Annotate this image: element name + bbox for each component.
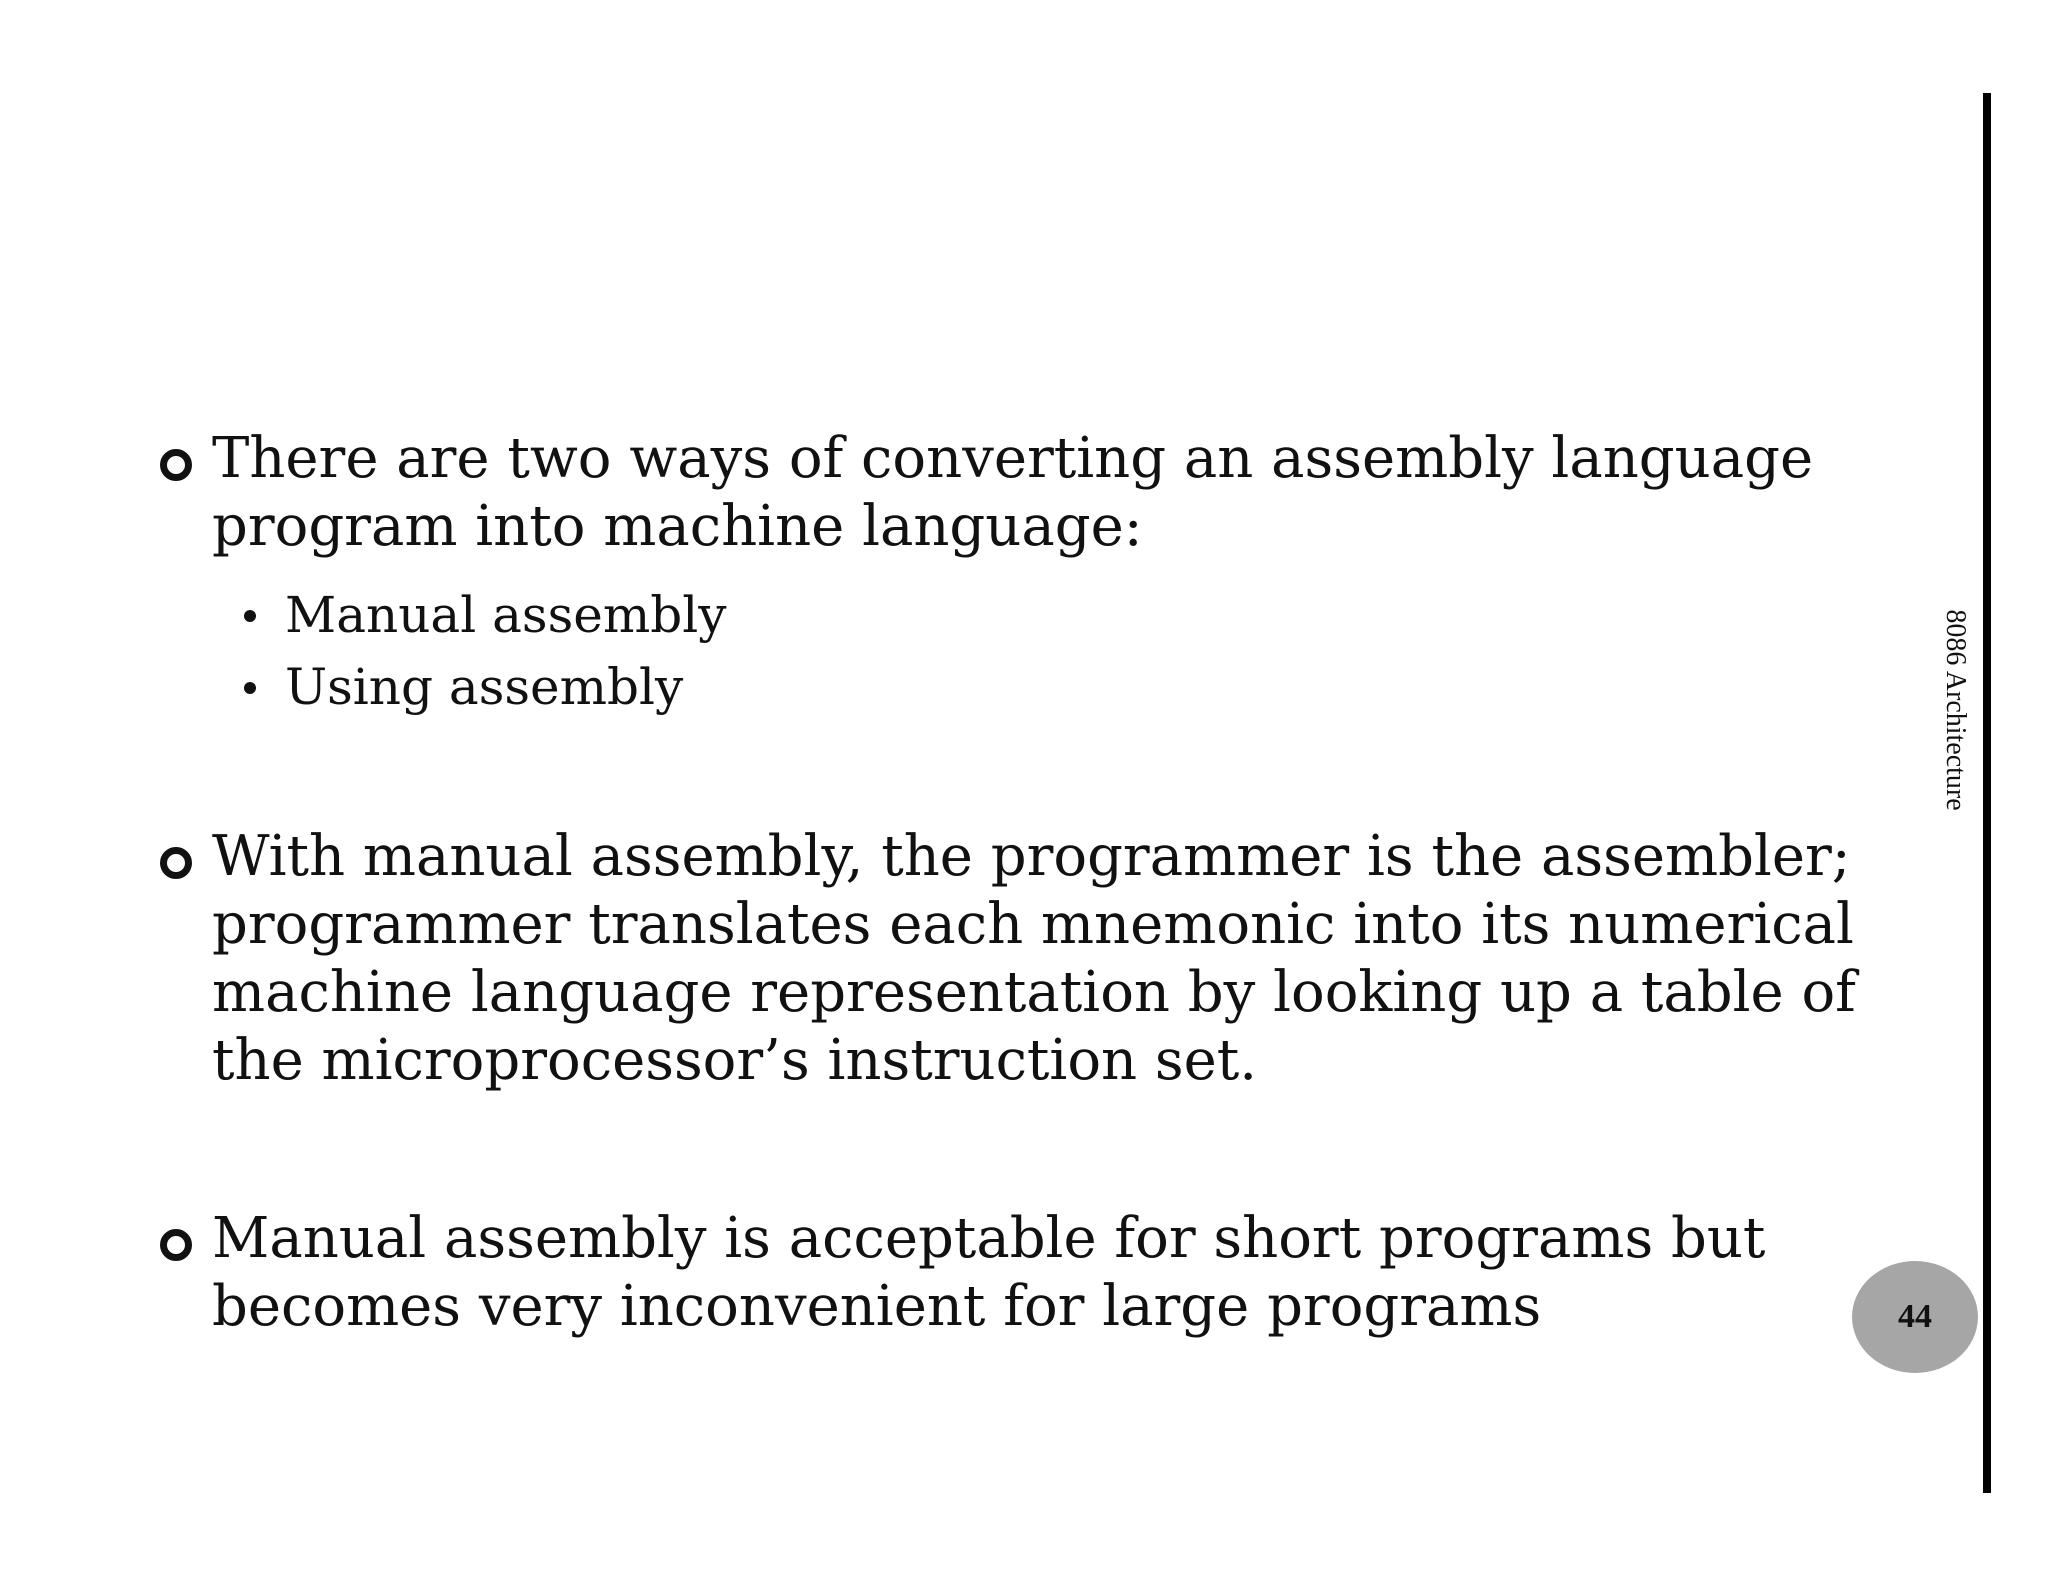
filled-dot-bullet-icon [244, 610, 256, 622]
side-title: 8086 Architecture [1940, 609, 1971, 811]
page-number-badge [1852, 1261, 1978, 1373]
vertical-divider [1983, 93, 1991, 1493]
bullet-manual-assembly-limits [160, 1205, 1900, 1341]
bullet-text: Manual assembly is acceptable for short programs but becomes very inconvenient for large programs [212, 1206, 1766, 1339]
bullet-text: With manual assembly, the programmer is the assembler; programmer translates each mnemonic into its numerical machine language representation by looking up a table of the microprocessor’s instruction set. [212, 824, 1856, 1093]
hollow-circle-bullet-icon [160, 1229, 192, 1261]
hollow-circle-bullet-icon [160, 847, 192, 879]
filled-dot-bullet-icon [244, 682, 256, 694]
sub-bullet-text: Using assembly [285, 658, 684, 716]
sub-bullet-using-assembly [212, 651, 1900, 723]
sub-bullet-list [212, 579, 1900, 723]
page-number: 44 [1898, 1298, 1932, 1335]
hollow-circle-bullet-icon [160, 449, 192, 481]
bullet-manual-assembly-definition [160, 823, 1900, 1095]
slide-content [160, 425, 1900, 1341]
bullet-conversion-ways [160, 425, 1900, 723]
sub-bullet-text: Manual assembly [285, 586, 727, 644]
bullet-text: There are two ways of converting an assembly language program into machine language: [212, 426, 1814, 559]
sub-bullet-manual-assembly [212, 579, 1900, 651]
